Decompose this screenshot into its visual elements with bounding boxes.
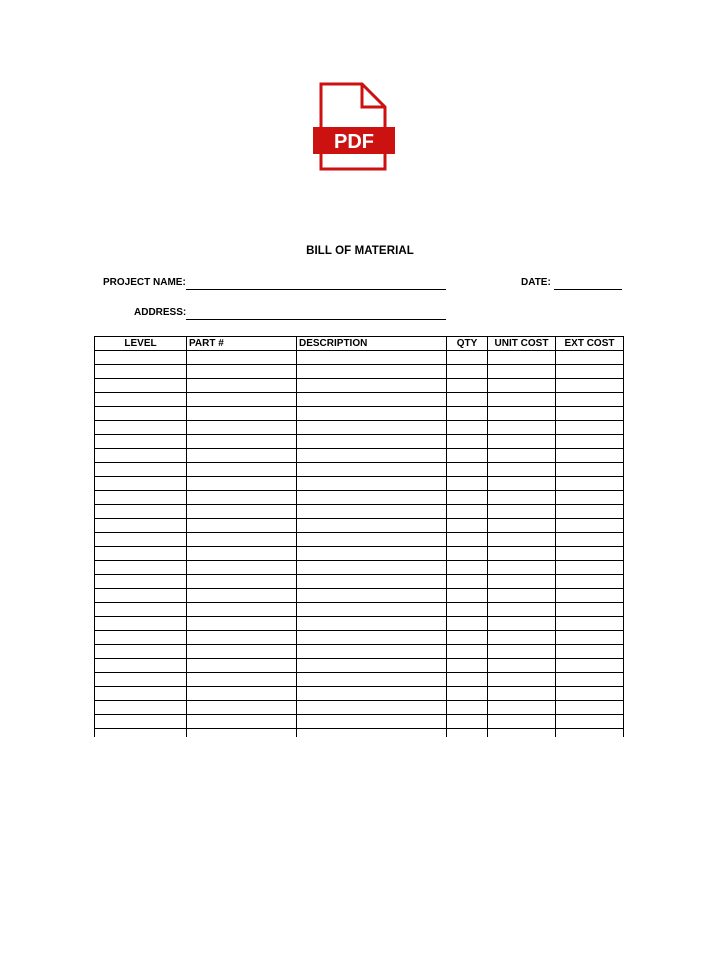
level-cell[interactable]	[95, 547, 187, 561]
part-number-cell[interactable]	[187, 659, 297, 673]
part-number-cell[interactable]	[187, 435, 297, 449]
qty-cell[interactable]	[447, 365, 488, 379]
ext-cost-cell[interactable]	[556, 519, 624, 533]
description-cell[interactable]	[297, 645, 447, 659]
description-cell[interactable]	[297, 575, 447, 589]
document-title: BILL OF MATERIAL	[306, 245, 414, 257]
part-number-cell[interactable]	[187, 505, 297, 519]
table-row	[95, 365, 624, 379]
qty-cell[interactable]	[447, 435, 488, 449]
description-cell[interactable]	[297, 729, 447, 737]
part-number-cell[interactable]	[187, 687, 297, 701]
table-row	[95, 617, 624, 631]
part-number-cell[interactable]	[187, 379, 297, 393]
unit-cost-cell[interactable]	[488, 393, 556, 407]
description-cell[interactable]	[297, 547, 447, 561]
table-row	[95, 449, 624, 463]
level-cell[interactable]	[95, 365, 187, 379]
table-row	[95, 351, 624, 365]
description-cell[interactable]	[297, 477, 447, 491]
ext-cost-cell[interactable]	[556, 673, 624, 687]
level-cell[interactable]	[95, 435, 187, 449]
part-number-cell[interactable]	[187, 407, 297, 421]
description-cell[interactable]	[297, 407, 447, 421]
table-row	[95, 505, 624, 519]
table-row	[95, 533, 624, 547]
level-cell[interactable]	[95, 505, 187, 519]
level-cell[interactable]	[95, 729, 187, 737]
qty-cell[interactable]	[447, 715, 488, 729]
description-cell[interactable]	[297, 379, 447, 393]
ext-cost-cell[interactable]	[556, 435, 624, 449]
table-row	[95, 645, 624, 659]
table-row	[95, 547, 624, 561]
level-cell[interactable]	[95, 491, 187, 505]
qty-cell[interactable]	[447, 477, 488, 491]
ext-cost-cell[interactable]	[556, 687, 624, 701]
part-number-cell[interactable]	[187, 547, 297, 561]
ext-cost-cell[interactable]	[556, 617, 624, 631]
qty-cell[interactable]	[447, 547, 488, 561]
project-name-field[interactable]	[186, 289, 446, 290]
unit-cost-cell[interactable]	[488, 715, 556, 729]
description-cell[interactable]	[297, 659, 447, 673]
table-row	[95, 659, 624, 673]
qty-cell[interactable]	[447, 449, 488, 463]
part-number-cell[interactable]	[187, 631, 297, 645]
ext-cost-cell[interactable]	[556, 575, 624, 589]
ext-cost-cell[interactable]	[556, 631, 624, 645]
qty-cell[interactable]	[447, 603, 488, 617]
ext-cost-cell[interactable]	[556, 533, 624, 547]
ext-cost-cell[interactable]	[556, 645, 624, 659]
unit-cost-cell[interactable]	[488, 687, 556, 701]
ext-cost-cell[interactable]	[556, 351, 624, 365]
level-cell[interactable]	[95, 561, 187, 575]
unit-cost-cell[interactable]	[488, 407, 556, 421]
unit-cost-cell[interactable]	[488, 421, 556, 435]
part-number-cell[interactable]	[187, 645, 297, 659]
description-cell[interactable]	[297, 351, 447, 365]
part-number-cell[interactable]	[187, 393, 297, 407]
table-row	[95, 463, 624, 477]
part-number-cell[interactable]	[187, 519, 297, 533]
unit-cost-cell[interactable]	[488, 645, 556, 659]
qty-cell[interactable]	[447, 617, 488, 631]
qty-cell[interactable]	[447, 701, 488, 715]
level-cell[interactable]	[95, 673, 187, 687]
date-label: DATE:	[521, 277, 551, 288]
column-header-description: DESCRIPTION	[297, 337, 447, 351]
table-row	[95, 715, 624, 729]
unit-cost-cell[interactable]	[488, 589, 556, 603]
part-number-cell[interactable]	[187, 575, 297, 589]
ext-cost-cell[interactable]	[556, 421, 624, 435]
part-number-cell[interactable]	[187, 449, 297, 463]
column-header-ext-cost: EXT COST	[556, 337, 624, 351]
unit-cost-cell[interactable]	[488, 729, 556, 737]
level-cell[interactable]	[95, 379, 187, 393]
unit-cost-cell[interactable]	[488, 533, 556, 547]
table-row	[95, 519, 624, 533]
unit-cost-cell[interactable]	[488, 435, 556, 449]
address-label: ADDRESS:	[134, 307, 187, 318]
part-number-cell[interactable]	[187, 463, 297, 477]
qty-cell[interactable]	[447, 393, 488, 407]
level-cell[interactable]	[95, 645, 187, 659]
table-row	[95, 603, 624, 617]
pdf-icon-label: PDF	[334, 131, 374, 153]
table-row	[95, 379, 624, 393]
ext-cost-cell[interactable]	[556, 379, 624, 393]
unit-cost-cell[interactable]	[488, 505, 556, 519]
description-cell[interactable]	[297, 491, 447, 505]
unit-cost-cell[interactable]	[488, 491, 556, 505]
part-number-cell[interactable]	[187, 617, 297, 631]
qty-cell[interactable]	[447, 463, 488, 477]
part-number-cell[interactable]	[187, 561, 297, 575]
description-cell[interactable]	[297, 631, 447, 645]
column-header-level: LEVEL	[95, 337, 187, 351]
part-number-cell[interactable]	[187, 603, 297, 617]
column-header-part-number: PART #	[187, 337, 297, 351]
part-number-cell[interactable]	[187, 365, 297, 379]
level-cell[interactable]	[95, 533, 187, 547]
description-cell[interactable]	[297, 519, 447, 533]
level-cell[interactable]	[95, 687, 187, 701]
table-row	[95, 687, 624, 701]
unit-cost-cell[interactable]	[488, 463, 556, 477]
description-cell[interactable]	[297, 561, 447, 575]
table-row	[95, 673, 624, 687]
part-number-cell[interactable]	[187, 589, 297, 603]
description-cell[interactable]	[297, 617, 447, 631]
table-header-row	[95, 337, 624, 351]
qty-cell[interactable]	[447, 519, 488, 533]
unit-cost-cell[interactable]	[488, 659, 556, 673]
ext-cost-cell[interactable]	[556, 701, 624, 715]
project-name-label: PROJECT NAME:	[103, 277, 186, 288]
part-number-cell[interactable]	[187, 421, 297, 435]
level-cell[interactable]	[95, 477, 187, 491]
unit-cost-cell[interactable]	[488, 477, 556, 491]
column-header-qty: QTY	[447, 337, 488, 351]
description-cell[interactable]	[297, 463, 447, 477]
qty-cell[interactable]	[447, 687, 488, 701]
unit-cost-cell[interactable]	[488, 575, 556, 589]
bill-of-material-table	[94, 336, 624, 737]
description-cell[interactable]	[297, 701, 447, 715]
qty-cell[interactable]	[447, 407, 488, 421]
ext-cost-cell[interactable]	[556, 589, 624, 603]
unit-cost-cell[interactable]	[488, 561, 556, 575]
level-cell[interactable]	[95, 393, 187, 407]
description-cell[interactable]	[297, 715, 447, 729]
description-cell[interactable]	[297, 365, 447, 379]
level-cell[interactable]	[95, 701, 187, 715]
description-cell[interactable]	[297, 687, 447, 701]
table-row	[95, 575, 624, 589]
qty-cell[interactable]	[447, 729, 488, 737]
level-cell[interactable]	[95, 407, 187, 421]
date-field[interactable]	[554, 289, 622, 290]
description-cell[interactable]	[297, 533, 447, 547]
level-cell[interactable]	[95, 659, 187, 673]
qty-cell[interactable]	[447, 351, 488, 365]
table-row	[95, 421, 624, 435]
table-row	[95, 491, 624, 505]
part-number-cell[interactable]	[187, 729, 297, 737]
table-row	[95, 477, 624, 491]
pdf-file-icon	[312, 82, 396, 172]
level-cell[interactable]	[95, 575, 187, 589]
ext-cost-cell[interactable]	[556, 463, 624, 477]
description-cell[interactable]	[297, 673, 447, 687]
column-header-unit-cost: UNIT COST	[488, 337, 556, 351]
table-row	[95, 407, 624, 421]
address-field[interactable]	[186, 319, 446, 320]
qty-cell[interactable]	[447, 561, 488, 575]
level-cell[interactable]	[95, 603, 187, 617]
qty-cell[interactable]	[447, 379, 488, 393]
unit-cost-cell[interactable]	[488, 631, 556, 645]
ext-cost-cell[interactable]	[556, 561, 624, 575]
table-row	[95, 393, 624, 407]
level-cell[interactable]	[95, 519, 187, 533]
level-cell[interactable]	[95, 351, 187, 365]
ext-cost-cell[interactable]	[556, 393, 624, 407]
description-cell[interactable]	[297, 449, 447, 463]
level-cell[interactable]	[95, 421, 187, 435]
qty-cell[interactable]	[447, 659, 488, 673]
unit-cost-cell[interactable]	[488, 603, 556, 617]
qty-cell[interactable]	[447, 491, 488, 505]
part-number-cell[interactable]	[187, 715, 297, 729]
unit-cost-cell[interactable]	[488, 617, 556, 631]
description-cell[interactable]	[297, 421, 447, 435]
part-number-cell[interactable]	[187, 701, 297, 715]
table-row	[95, 435, 624, 449]
level-cell[interactable]	[95, 463, 187, 477]
unit-cost-cell[interactable]	[488, 351, 556, 365]
unit-cost-cell[interactable]	[488, 701, 556, 715]
unit-cost-cell[interactable]	[488, 365, 556, 379]
part-number-cell[interactable]	[187, 351, 297, 365]
table-row	[95, 729, 624, 737]
part-number-cell[interactable]	[187, 673, 297, 687]
description-cell[interactable]	[297, 589, 447, 603]
level-cell[interactable]	[95, 449, 187, 463]
qty-cell[interactable]	[447, 673, 488, 687]
table-row	[95, 561, 624, 575]
level-cell[interactable]	[95, 715, 187, 729]
description-cell[interactable]	[297, 435, 447, 449]
unit-cost-cell[interactable]	[488, 673, 556, 687]
part-number-cell[interactable]	[187, 477, 297, 491]
part-number-cell[interactable]	[187, 491, 297, 505]
table-row	[95, 589, 624, 603]
table-row	[95, 631, 624, 645]
level-cell[interactable]	[95, 617, 187, 631]
qty-cell[interactable]	[447, 645, 488, 659]
qty-cell[interactable]	[447, 575, 488, 589]
qty-cell[interactable]	[447, 505, 488, 519]
qty-cell[interactable]	[447, 631, 488, 645]
description-cell[interactable]	[297, 393, 447, 407]
ext-cost-cell[interactable]	[556, 407, 624, 421]
ext-cost-cell[interactable]	[556, 505, 624, 519]
part-number-cell[interactable]	[187, 533, 297, 547]
ext-cost-cell[interactable]	[556, 729, 624, 737]
ext-cost-cell[interactable]	[556, 449, 624, 463]
ext-cost-cell[interactable]	[556, 477, 624, 491]
unit-cost-cell[interactable]	[488, 449, 556, 463]
level-cell[interactable]	[95, 631, 187, 645]
ext-cost-cell[interactable]	[556, 603, 624, 617]
qty-cell[interactable]	[447, 533, 488, 547]
ext-cost-cell[interactable]	[556, 659, 624, 673]
ext-cost-cell[interactable]	[556, 491, 624, 505]
description-cell[interactable]	[297, 603, 447, 617]
qty-cell[interactable]	[447, 421, 488, 435]
description-cell[interactable]	[297, 505, 447, 519]
unit-cost-cell[interactable]	[488, 519, 556, 533]
qty-cell[interactable]	[447, 589, 488, 603]
ext-cost-cell[interactable]	[556, 365, 624, 379]
ext-cost-cell[interactable]	[556, 547, 624, 561]
level-cell[interactable]	[95, 589, 187, 603]
ext-cost-cell[interactable]	[556, 715, 624, 729]
unit-cost-cell[interactable]	[488, 547, 556, 561]
table-row	[95, 701, 624, 715]
unit-cost-cell[interactable]	[488, 379, 556, 393]
